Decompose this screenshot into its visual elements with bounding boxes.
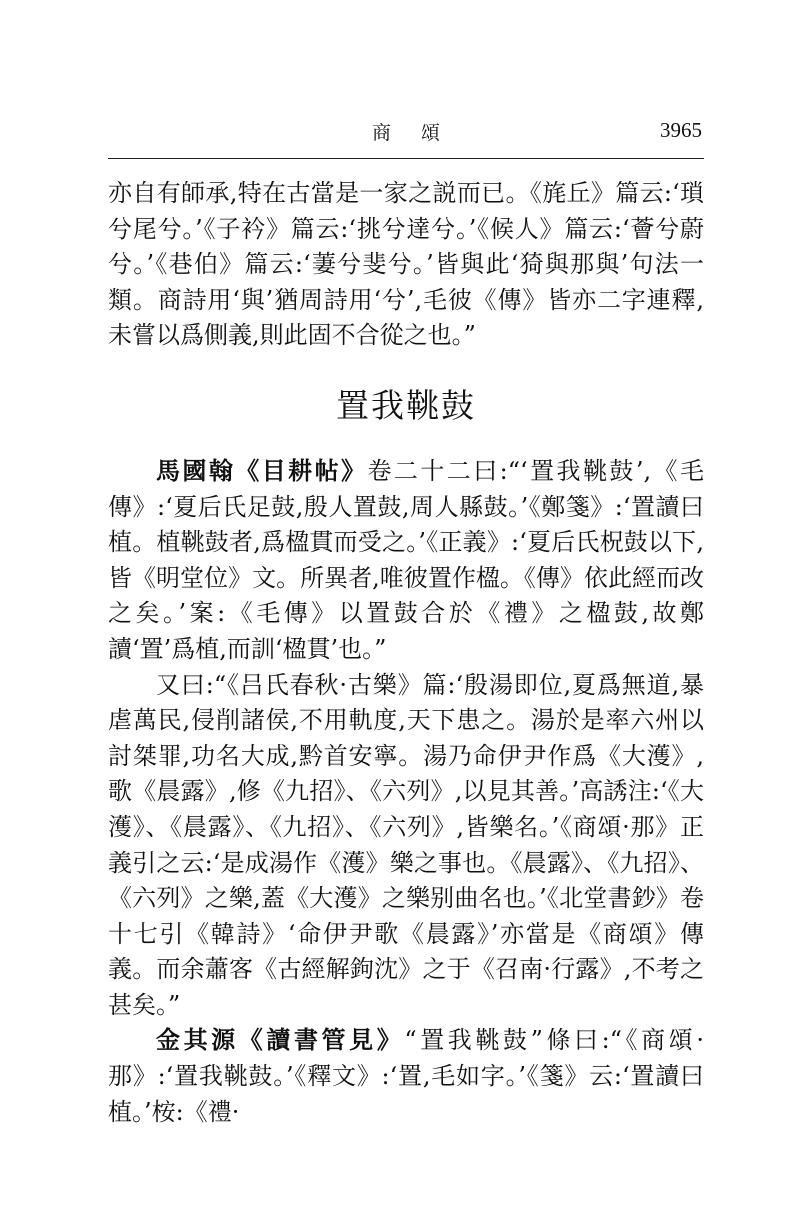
paragraph [108,1023,704,1130]
running-title: 商頌 [371,122,470,144]
paragraph-text: 卷二十二曰:“‘置我鞉鼓’,《毛傳》:‘夏后氏足鼓,殷人置鼓,周人縣鼓。’《鄭箋》:‘置讀曰植。植鞉鼓者,爲楹貫而受之。’《正義》:‘夏后氏柷鼓以下,皆《明堂位》文。所異者,唯彼置作楹。《傳》依此經而改之矣。’案:《毛傳》以置鼓合於《禮》之楹鼓,故鄭讀‘置’爲植,而訓‘楹貫’也。” [108,456,704,663]
continued-paragraph: 亦自有師承,特在古當是一家之説而已。《旄丘》篇云:‘瑣兮尾兮。’《子衿》篇云:‘挑兮達兮。’《候人》篇云:‘薈兮蔚兮。’《巷伯》篇云:‘萋兮斐兮。’皆與此‘猗與那與’句法一類。商詩用‘與’猶周詩用‘兮’,毛彼《傳》皆亦二字連釋,未嘗以爲側義,則此固不合從之也。” [108,179,704,350]
page-number: 3965 [660,118,702,142]
section-title: 置我鞉鼓 [336,385,476,425]
paragraph [108,454,704,668]
cited-author: 金其源《讀書管見》 [156,1026,405,1055]
body-text [108,176,704,1130]
cited-author: 馬國翰《目耕帖》 [156,456,368,485]
paragraph-text: “置我鞉鼓”條曰:“《商頌·那》:‘置我鞉鼓。’《釋文》:‘置,毛如字。’《箋》云:‘置讀曰植。’桉:《禮· [108,1026,704,1126]
page-header [108,112,704,159]
paragraph [108,668,704,1024]
paragraph-text: 又曰:“《吕氏春秋·古樂》篇:‘殷湯即位,夏爲無道,暴虐萬民,侵削諸侯,不用軌度,天下患之。湯於是率六州以討桀罪,功名大成,黔首安寧。湯乃命伊尹作爲《大濩》,歌《晨露》,修《九招》、《六列》,以見其善。’高誘注:‘《大濩》、《晨露》、《九招》、《六列》,皆樂名。’《商頌·那》正義引之云:‘是成湯作《濩》樂之事也。《晨露》、《九招》、《六列》之樂,蓋《大濩》之樂别曲名也。’《北堂書鈔》卷十七引《韓詩》‘命伊尹歌《晨露》’亦當是《商頌》傳義。而余蕭客《古經解鉤沈》之于《召南·行露》,不考之甚矣。” [108,670,704,1019]
